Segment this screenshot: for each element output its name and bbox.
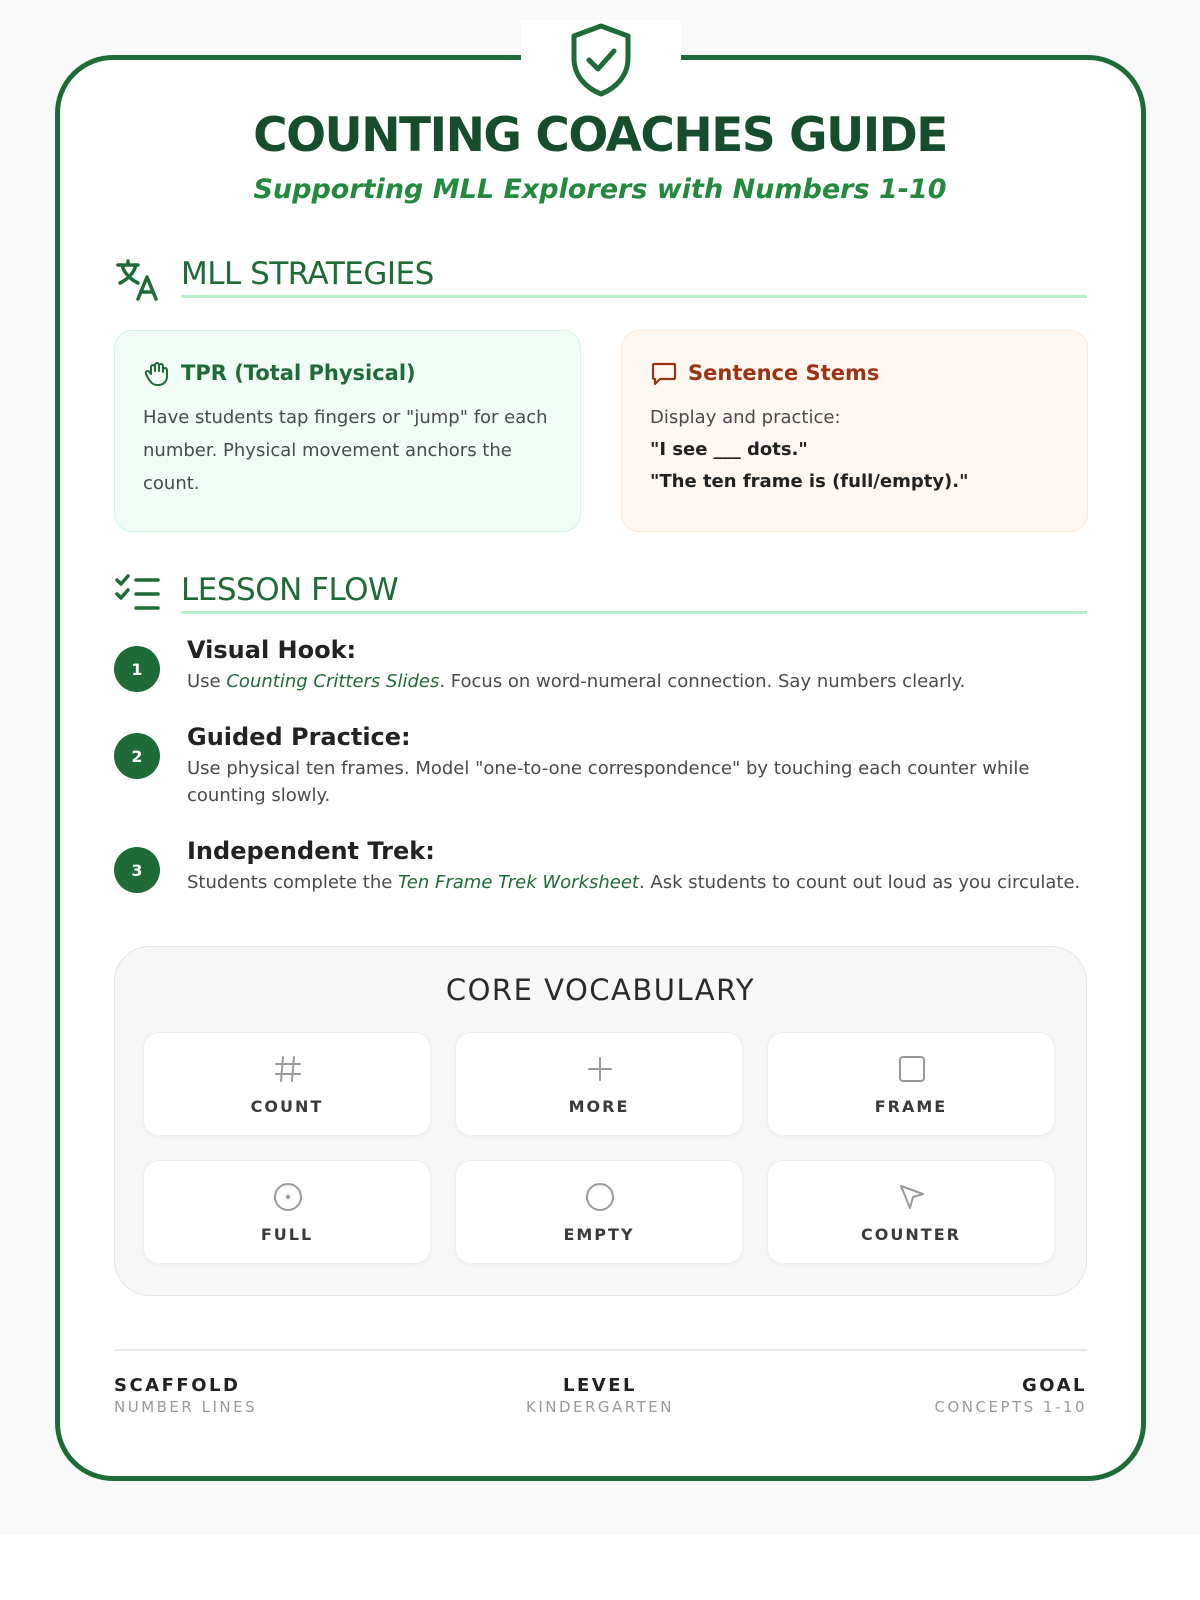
meta-value: CONCEPTS 1-10 [934,1398,1087,1416]
step-title: Visual Hook: [187,636,357,664]
page-title: COUNTING COACHES GUIDE [253,108,947,163]
meta-scaffold [114,1375,257,1416]
resource-link[interactable]: Counting Critters Slides [226,671,440,692]
section-divider [181,611,1087,614]
step-description: Students complete the Ten Frame Trek Worksheet. Ask students to count out loud as you circulate. [187,872,1081,893]
step-number: 3 [114,847,160,893]
vocab-tile-empty [455,1160,743,1264]
vocab-label: COUNT [250,1097,324,1116]
section-divider [181,295,1087,298]
meta-level [500,1375,700,1416]
meta-goal [887,1375,1087,1416]
vocab-tile-count [143,1032,431,1136]
vocab-tile-more [455,1032,743,1136]
vocab-tile-frame [767,1032,1055,1136]
pointer-icon [896,1181,928,1213]
meta-label: GOAL [1022,1375,1087,1396]
translate-icon [114,255,162,303]
section-title-lesson-flow: LESSON FLOW [181,572,399,608]
vocab-label: FRAME [874,1097,948,1116]
hash-icon [272,1053,304,1085]
step-number: 2 [114,733,160,779]
stem-1: "I see ___ dots." [650,439,808,460]
meta-value: NUMBER LINES [114,1398,258,1416]
circle-icon [584,1181,616,1213]
step-number: 1 [114,646,160,692]
plus-icon [584,1053,616,1085]
sentence-stems-card [621,330,1088,532]
resource-link[interactable]: Ten Frame Trek Worksheet [398,872,639,893]
vocab-label: FULL [260,1225,314,1244]
page-subtitle: Supporting MLL Explorers with Numbers 1-10 [253,174,947,205]
step-description: Use Counting Critters Slides. Focus on word-numeral connection. Say numbers clearly. [187,671,966,692]
hand-icon [143,359,171,387]
checklist-icon [114,572,162,620]
shield-check-icon [568,22,634,98]
vocab-label: COUNTER [861,1225,961,1244]
core-vocabulary-panel [114,946,1087,1296]
speech-bubble-icon [650,359,678,387]
vocab-tile-full [143,1160,431,1264]
dot-circle-icon [272,1181,304,1213]
square-icon [896,1053,928,1085]
meta-label: LEVEL [563,1375,637,1396]
stems-title: Sentence Stems [688,361,880,385]
stems-intro: Display and practice: [650,407,841,428]
vocabulary-title: CORE VOCABULARY [445,973,756,1007]
footer-divider [114,1349,1087,1351]
section-title-strategies: MLL STRATEGIES [181,256,434,292]
tpr-card [114,330,581,532]
stem-2: "The ten frame is (full/empty)." [650,471,969,492]
tpr-body: Have students tap fingers or "jump" for each number. Physical movement anchors the count. [143,407,548,494]
tpr-title: TPR (Total Physical) [181,361,416,385]
step-title: Guided Practice: [187,723,411,751]
meta-value: KINDERGARTEN [525,1398,674,1416]
meta-label: SCAFFOLD [114,1375,241,1396]
step-title: Independent Trek: [187,837,435,865]
vocab-label: EMPTY [563,1225,635,1244]
vocab-tile-counter [767,1160,1055,1264]
vocab-label: MORE [568,1097,630,1116]
step-description: Use physical ten frames. Model "one-to-one correspondence" by touching each counter while counting slowly. [187,758,1030,806]
